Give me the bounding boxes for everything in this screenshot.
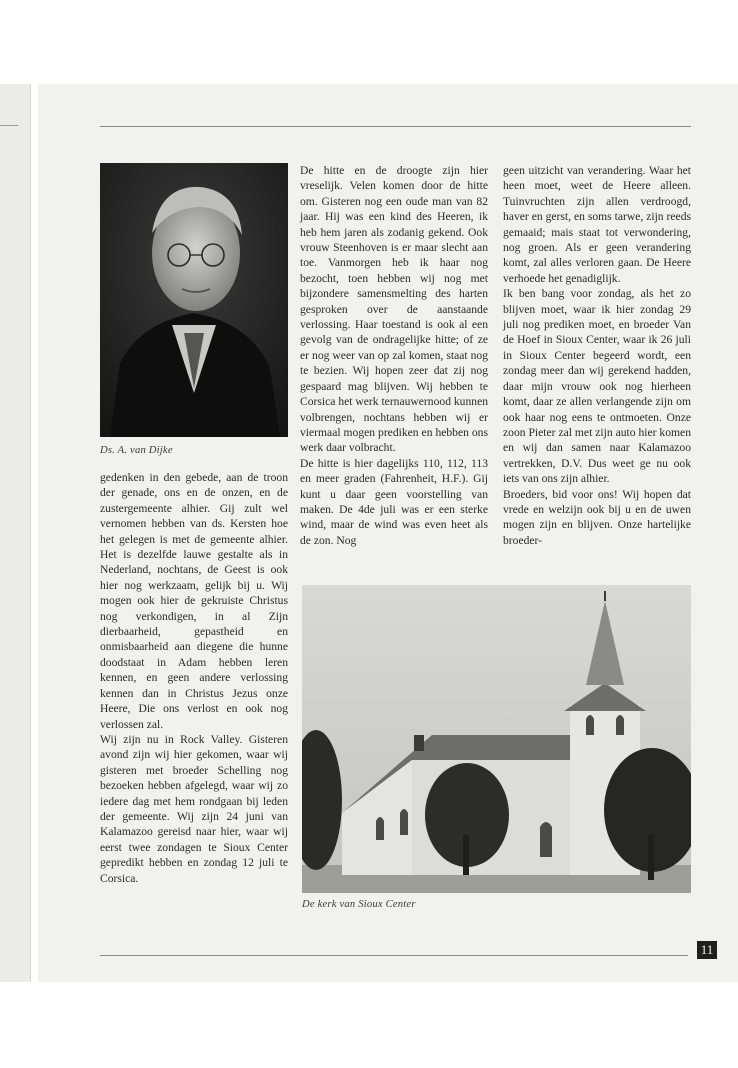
paragraph: De hitte en de droogte zijn hier vreselijk. Velen komen door de hitte om. Gisteren nog een oude man van 82 jaar. Hij was een kind des Heeren, ik heb hem jaren als zodanig gekend. Ook vrouw Steenhoven is er maar slecht aan toe. Vanmorgen heb ik haar nog bezocht, toen hebben wij nog met bijzondere samensmelting des harten gesproken over de aanstaande verlossing. Haar toestand is ook al een gevolg van de ondragelijke hitte; of ze er nog weer van op zal komen, staat nog te bezien. Wij hopen zeer dat zij nog gespaard mag blijven. Wij hebben te Corsica het werk ternauwernood kunnen volbrengen, nochtans hebben wij er viermaal mogen prediken en hebben ons werk daar volbracht. [300, 164, 489, 455]
adjacent-page-rule [0, 125, 18, 126]
top-rule [100, 126, 691, 127]
paragraph: Broeders, bid voor ons! Wij hopen dat vrede en welzijn ook bij u en de uwen mogen zijn en blijven. Onze hartelijke broeder- [503, 487, 691, 547]
text-column-2 [300, 163, 488, 548]
portrait-photo [100, 163, 288, 437]
paragraph: Wij zijn nu in Rock Valley. Gisteren avond zijn wij hier gekomen, waar wij gisteren met broeder Schelling nog bezoeken hebben afgelegd, waar wij zo iedere dag met hem rondgaan bij leden der gemeente. Wij zijn 24 juni van Kalamazoo gereisd naar hier, waar wij eerst twee zondagen te Sioux Center gepredikt hebben en zondag 12 juli te Corsica. [100, 732, 288, 885]
text-column-3 [503, 163, 691, 548]
page-number: 11 [697, 941, 717, 959]
paragraph: geen uitzicht van verandering. Waar het heen moet, weet de Heere alleen. Tuinvruchten zijn allen verdroogd, haver en gerst, en soms tarwe, zijn reeds gemaaid; mais staat tot verwondering, nog groen. Als er geen verandering komt, zal alles verloren gaan. De Heere verhoede het genadiglijk. [503, 164, 691, 285]
paragraph: De hitte is hier dagelijks 110, 112, 113 en meer graden (Fahrenheit, H.F.). Gij kunt u daar geen voorstelling van maken. De 4de juli was er een sterke wind, maar de wind was even heet als de zon. Nog [300, 456, 488, 547]
text-column-1 [100, 470, 288, 886]
paragraph: gedenken in den gebede, aan de troon der genade, ons en de onzen, en de zustergemeente alhier. Gij zult wel vernomen hebben van ds. Kersten hoe het gelegen is met de gemeente alhier. Het is dezelfde lauwe gestalte als in Nederland, nochtans, de Geest is ook hier nog werkzaam, gelijk bij u. Wij mogen ook hier de gekruiste Christus nog verkondigen, in al Zijn dierbaarheid, gepastheid en onmisbaarheid aan diegene die hunne doodstaat in Adam hebben leren kennen, en geen andere verlossing kennen dan in Christus Jezus onze Heere, Die ons verlost en ook nog verlossen zal. [100, 471, 288, 731]
portrait-caption: Ds. A. van Dijke [100, 445, 173, 456]
adjacent-page-edge [0, 84, 31, 982]
church-caption: De kerk van Sioux Center [302, 899, 416, 910]
church-photo [302, 585, 691, 893]
paragraph: Ik ben bang voor zondag, als het zo blijven moet, waar ik hier zondag 29 juli nog prediken moet, en broeder Van de Hoef in Sioux Center, waar ik 26 juli in Sioux Center begeerd wordt, een zondag meer dan wij gerekend hadden, daar mijn vrouw ook nog hierheen komt, daar ze allen verlangende zijn om ook haar nog eens te ontmoeten. Onze zoon Pieter zal met zijn auto hier komen en wij dan samen naar Kalamazoo vertrekken, D.V. Dus weet ge nu ook iets van ons zijn alhier. [503, 287, 691, 486]
bottom-rule [100, 955, 688, 956]
